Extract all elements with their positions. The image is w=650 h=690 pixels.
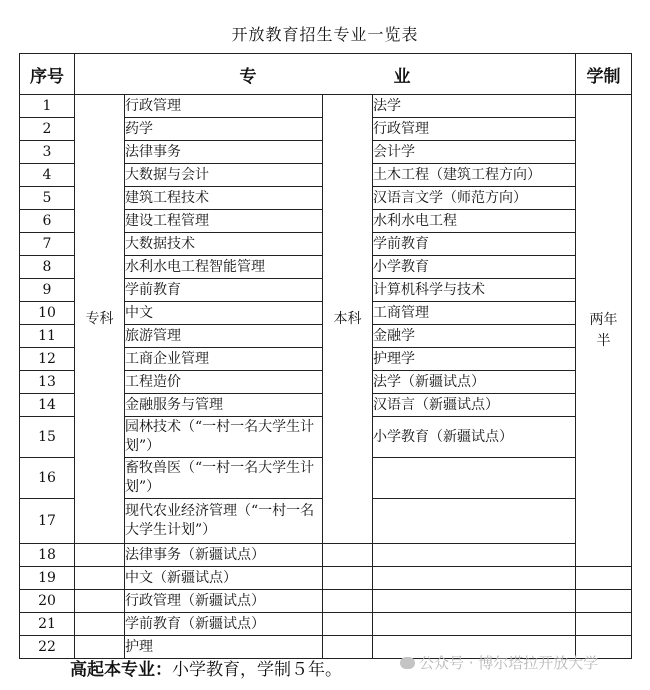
footer-text: 小学教育，学制５年。: [172, 660, 342, 680]
benke-major: 汉语言（新疆试点）: [373, 394, 576, 417]
table-row: [20, 567, 632, 590]
benke-major: 会计学: [373, 141, 576, 164]
zhuanke-major: 行政管理: [125, 95, 323, 118]
row-number: 17: [20, 499, 75, 544]
header-duration: 学制: [576, 54, 632, 95]
duration-cell: [576, 590, 632, 613]
benke-major: [373, 544, 576, 567]
footer-note: [70, 655, 342, 680]
benke-major: 法学: [373, 95, 576, 118]
benke-major: 汉语言文学（师范方向）: [373, 187, 576, 210]
zhuanke-major: 学前教育（新疆试点）: [125, 613, 323, 636]
benke-major: 小学教育: [373, 256, 576, 279]
watermark: [400, 652, 598, 673]
zhuanke-major: 现代农业经济管理（“一村一名大学生计划”）: [125, 499, 323, 544]
row-number: 14: [20, 394, 75, 417]
zhuanke-major: 建设工程管理: [125, 210, 323, 233]
zhuanke-label-cell: [75, 567, 125, 590]
row-number: 22: [20, 636, 75, 659]
row-number: 19: [20, 567, 75, 590]
page-title: 开放教育招生专业一览表: [231, 25, 419, 44]
table-row: [20, 95, 632, 118]
zhuanke-major: 建筑工程技术: [125, 187, 323, 210]
zhuanke-major: 水利水电工程智能管理: [125, 256, 323, 279]
row-number: 2: [20, 118, 75, 141]
row-number: 20: [20, 590, 75, 613]
benke-label-cell: [323, 544, 373, 567]
row-number: 11: [20, 325, 75, 348]
zhuanke-major: 金融服务与管理: [125, 394, 323, 417]
benke-major: 小学教育（新疆试点）: [373, 417, 576, 458]
table-row: [20, 544, 632, 567]
zhuanke-major: 学前教育: [125, 279, 323, 302]
header-index: 序号: [20, 54, 75, 95]
benke-major: 工商管理: [373, 302, 576, 325]
footer-label: 高起本专业：: [70, 660, 172, 680]
row-number: 12: [20, 348, 75, 371]
zhuanke-label-cell: [75, 544, 125, 567]
benke-major: [373, 458, 576, 499]
benke-label: 本科: [323, 95, 373, 544]
zhuanke-major: 药学: [125, 118, 323, 141]
row-number: 3: [20, 141, 75, 164]
header-major: 专 业: [75, 54, 576, 95]
benke-major: 土木工程（建筑工程方向）: [373, 164, 576, 187]
duration-cell: [576, 613, 632, 636]
row-number: 13: [20, 371, 75, 394]
zhuanke-major: 园林技术（“一村一名大学生计划”）: [125, 417, 323, 458]
benke-major: 计算机科学与技术: [373, 279, 576, 302]
benke-major: 行政管理: [373, 118, 576, 141]
benke-label-cell: [323, 567, 373, 590]
watermark-text: 公众号 · 博尔塔拉开放大学: [419, 654, 599, 672]
zhuanke-major: 工程造价: [125, 371, 323, 394]
row-number: 8: [20, 256, 75, 279]
row-number: 1: [20, 95, 75, 118]
duration-cell: [576, 567, 632, 590]
wechat-icon: [400, 657, 415, 669]
zhuanke-major: 行政管理（新疆试点）: [125, 590, 323, 613]
header-row: [20, 54, 632, 95]
zhuanke-major: 畜牧兽医（“一村一名大学生计划”）: [125, 458, 323, 499]
benke-major: [373, 590, 576, 613]
table-row: [20, 590, 632, 613]
benke-major: 金融学: [373, 325, 576, 348]
majors-table: [19, 53, 632, 659]
zhuanke-major: 法律事务（新疆试点）: [125, 544, 323, 567]
zhuanke-major: 护理: [125, 636, 323, 659]
row-number: 21: [20, 613, 75, 636]
benke-label-cell: [323, 613, 373, 636]
benke-major: [373, 499, 576, 544]
zhuanke-label-cell: [75, 613, 125, 636]
zhuanke-major: 大数据技术: [125, 233, 323, 256]
benke-major: 护理学: [373, 348, 576, 371]
table-row: [20, 613, 632, 636]
zhuanke-major: 旅游管理: [125, 325, 323, 348]
benke-major: [373, 613, 576, 636]
benke-major: [373, 567, 576, 590]
zhuanke-major: 法律事务: [125, 141, 323, 164]
benke-major: 水利水电工程: [373, 210, 576, 233]
row-number: 18: [20, 544, 75, 567]
zhuanke-major: 中文: [125, 302, 323, 325]
benke-label-cell: [323, 590, 373, 613]
row-number: 7: [20, 233, 75, 256]
zhuanke-major: 工商企业管理: [125, 348, 323, 371]
row-number: 6: [20, 210, 75, 233]
zhuanke-label-cell: [75, 590, 125, 613]
row-number: 10: [20, 302, 75, 325]
row-number: 9: [20, 279, 75, 302]
zhuanke-major: 中文（新疆试点）: [125, 567, 323, 590]
benke-major: 学前教育: [373, 233, 576, 256]
row-number: 4: [20, 164, 75, 187]
zhuanke-major: 大数据与会计: [125, 164, 323, 187]
row-number: 16: [20, 458, 75, 499]
row-number: 15: [20, 417, 75, 458]
benke-major: 法学（新疆试点）: [373, 371, 576, 394]
duration-value: 两年半: [576, 95, 632, 567]
row-number: 5: [20, 187, 75, 210]
zhuanke-label: 专科: [75, 95, 125, 544]
